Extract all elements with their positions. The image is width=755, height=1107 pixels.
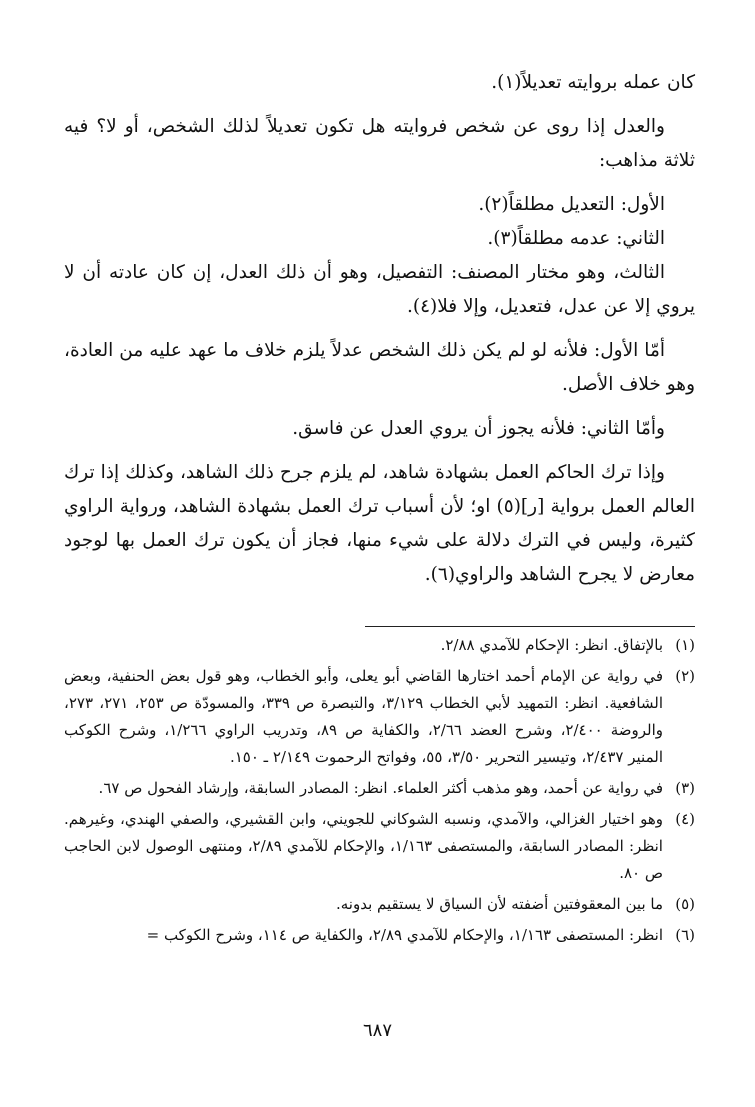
footnote-number: (٣) <box>675 779 695 797</box>
paragraph-8: وإذا ترك الحاكم العمل بشهادة شاهد، لم يلزم جرح ذلك الشاهد، وكذلك إذا ترك العالم العمل برواية [ر](٥) او؛ لأن أسباب ترك العمل بشهادة الشاهد، ورواية الراوي كثيرة، وليس في الترك دلالة على شيء منها، فجاز أن يكون ترك العمل بها لوجود معارض لا يجرح الشاهد والراوي(٦). <box>64 462 696 585</box>
footnote-3 <box>64 775 695 802</box>
footnote-text: انظر: المستصفى ١/١٦٣، والإحكام للآمدي ٢/٨٩، والكفاية ص ١١٤، وشرح الكوكب = <box>146 926 663 944</box>
paragraph-4: الثاني: عدمه مطلقاً(٣). <box>487 228 665 249</box>
footnote-2 <box>64 663 695 771</box>
paragraph-6: أمّا الأول: فلأنه لو لم يكن ذلك الشخص عدلاً يلزم خلاف ما عهد عليه من العادة، وهو خلاف الأصل. <box>64 340 695 395</box>
footnote-number: (١) <box>675 636 695 654</box>
main-text <box>64 66 695 592</box>
footnote-4 <box>64 806 695 887</box>
footnote-6 <box>64 922 695 949</box>
footnotes <box>64 632 695 953</box>
footnote-divider <box>365 626 695 627</box>
paragraph-2: والعدل إذا روى عن شخص فروايته هل تكون تعديلاً لذلك الشخص، أو لا؟ فيه ثلاثة مذاهب: <box>64 116 695 171</box>
page-body <box>64 66 695 602</box>
footnote-1 <box>64 632 695 659</box>
footnote-number: (٦) <box>675 926 695 944</box>
footnote-number: (٢) <box>675 667 695 685</box>
footnote-text: ما بين المعقوفتين أضفته لأن السياق لا يستقيم بدونه. <box>336 895 663 913</box>
paragraph-5: الثالث، وهو مختار المصنف: التفصيل، وهو أن ذلك العدل، إن كان عادته أن لا يروي إلا عن عدل، فتعديل، وإلا فلا(٤). <box>64 262 695 317</box>
page-number: ٦٨٧ <box>362 1020 392 1041</box>
paragraph-7: وأمّا الثاني: فلأنه يجوز أن يروي العدل عن فاسق. <box>292 418 665 439</box>
paragraph-3: الأول: التعديل مطلقاً(٢). <box>478 194 665 215</box>
footnote-5 <box>64 891 695 918</box>
paragraph-1: كان عمله بروايته تعديلاً(١). <box>491 72 695 93</box>
footnote-number: (٥) <box>675 895 695 913</box>
footnote-text: في رواية عن أحمد، وهو مذهب أكثر العلماء. انظر: المصادر السابقة، وإرشاد الفحول ص ٦٧. <box>98 779 663 797</box>
footnote-text: وهو اختيار الغزالي، والآمدي، ونسبه الشوكاني للجويني، وابن القشيري، والصفي الهندي، وغيرهم. انظر: المصادر السابقة، والمستصفى ١/١٦٣، والإحكام للآمدي ٢/٨٩، ومنتهى الوصول لابن الحاجب ص ٨٠. <box>64 810 663 882</box>
footnote-text: بالإتفاق. انظر: الإحكام للآمدي ٢/٨٨. <box>440 636 663 654</box>
footnote-number: (٤) <box>675 810 695 828</box>
footnote-text: في رواية عن الإمام أحمد اختارها القاضي أبو يعلى، وأبو الخطاب، وهو قول بعض الحنفية، وبعض الشافعية. انظر: التمهيد لأبي الخطاب ٣/١٢٩، والتبصرة ص ٣٣٩، والمسودّة ص ٢٥٣، ٢٧١، ٢٧٣، والروضة ٢/٤٠٠، وشرح العضد ٢/٦٦، والكفاية ص ٨٩، وتدريب الراوي ١/٢٦٦، وشرح الكوكب المنير ٢/٤٣٧، وتيسير التحرير ٣/٥٠، ٥٥، وفواتح الرحموت ٢/١٤٩ ـ ١٥٠. <box>64 667 664 766</box>
